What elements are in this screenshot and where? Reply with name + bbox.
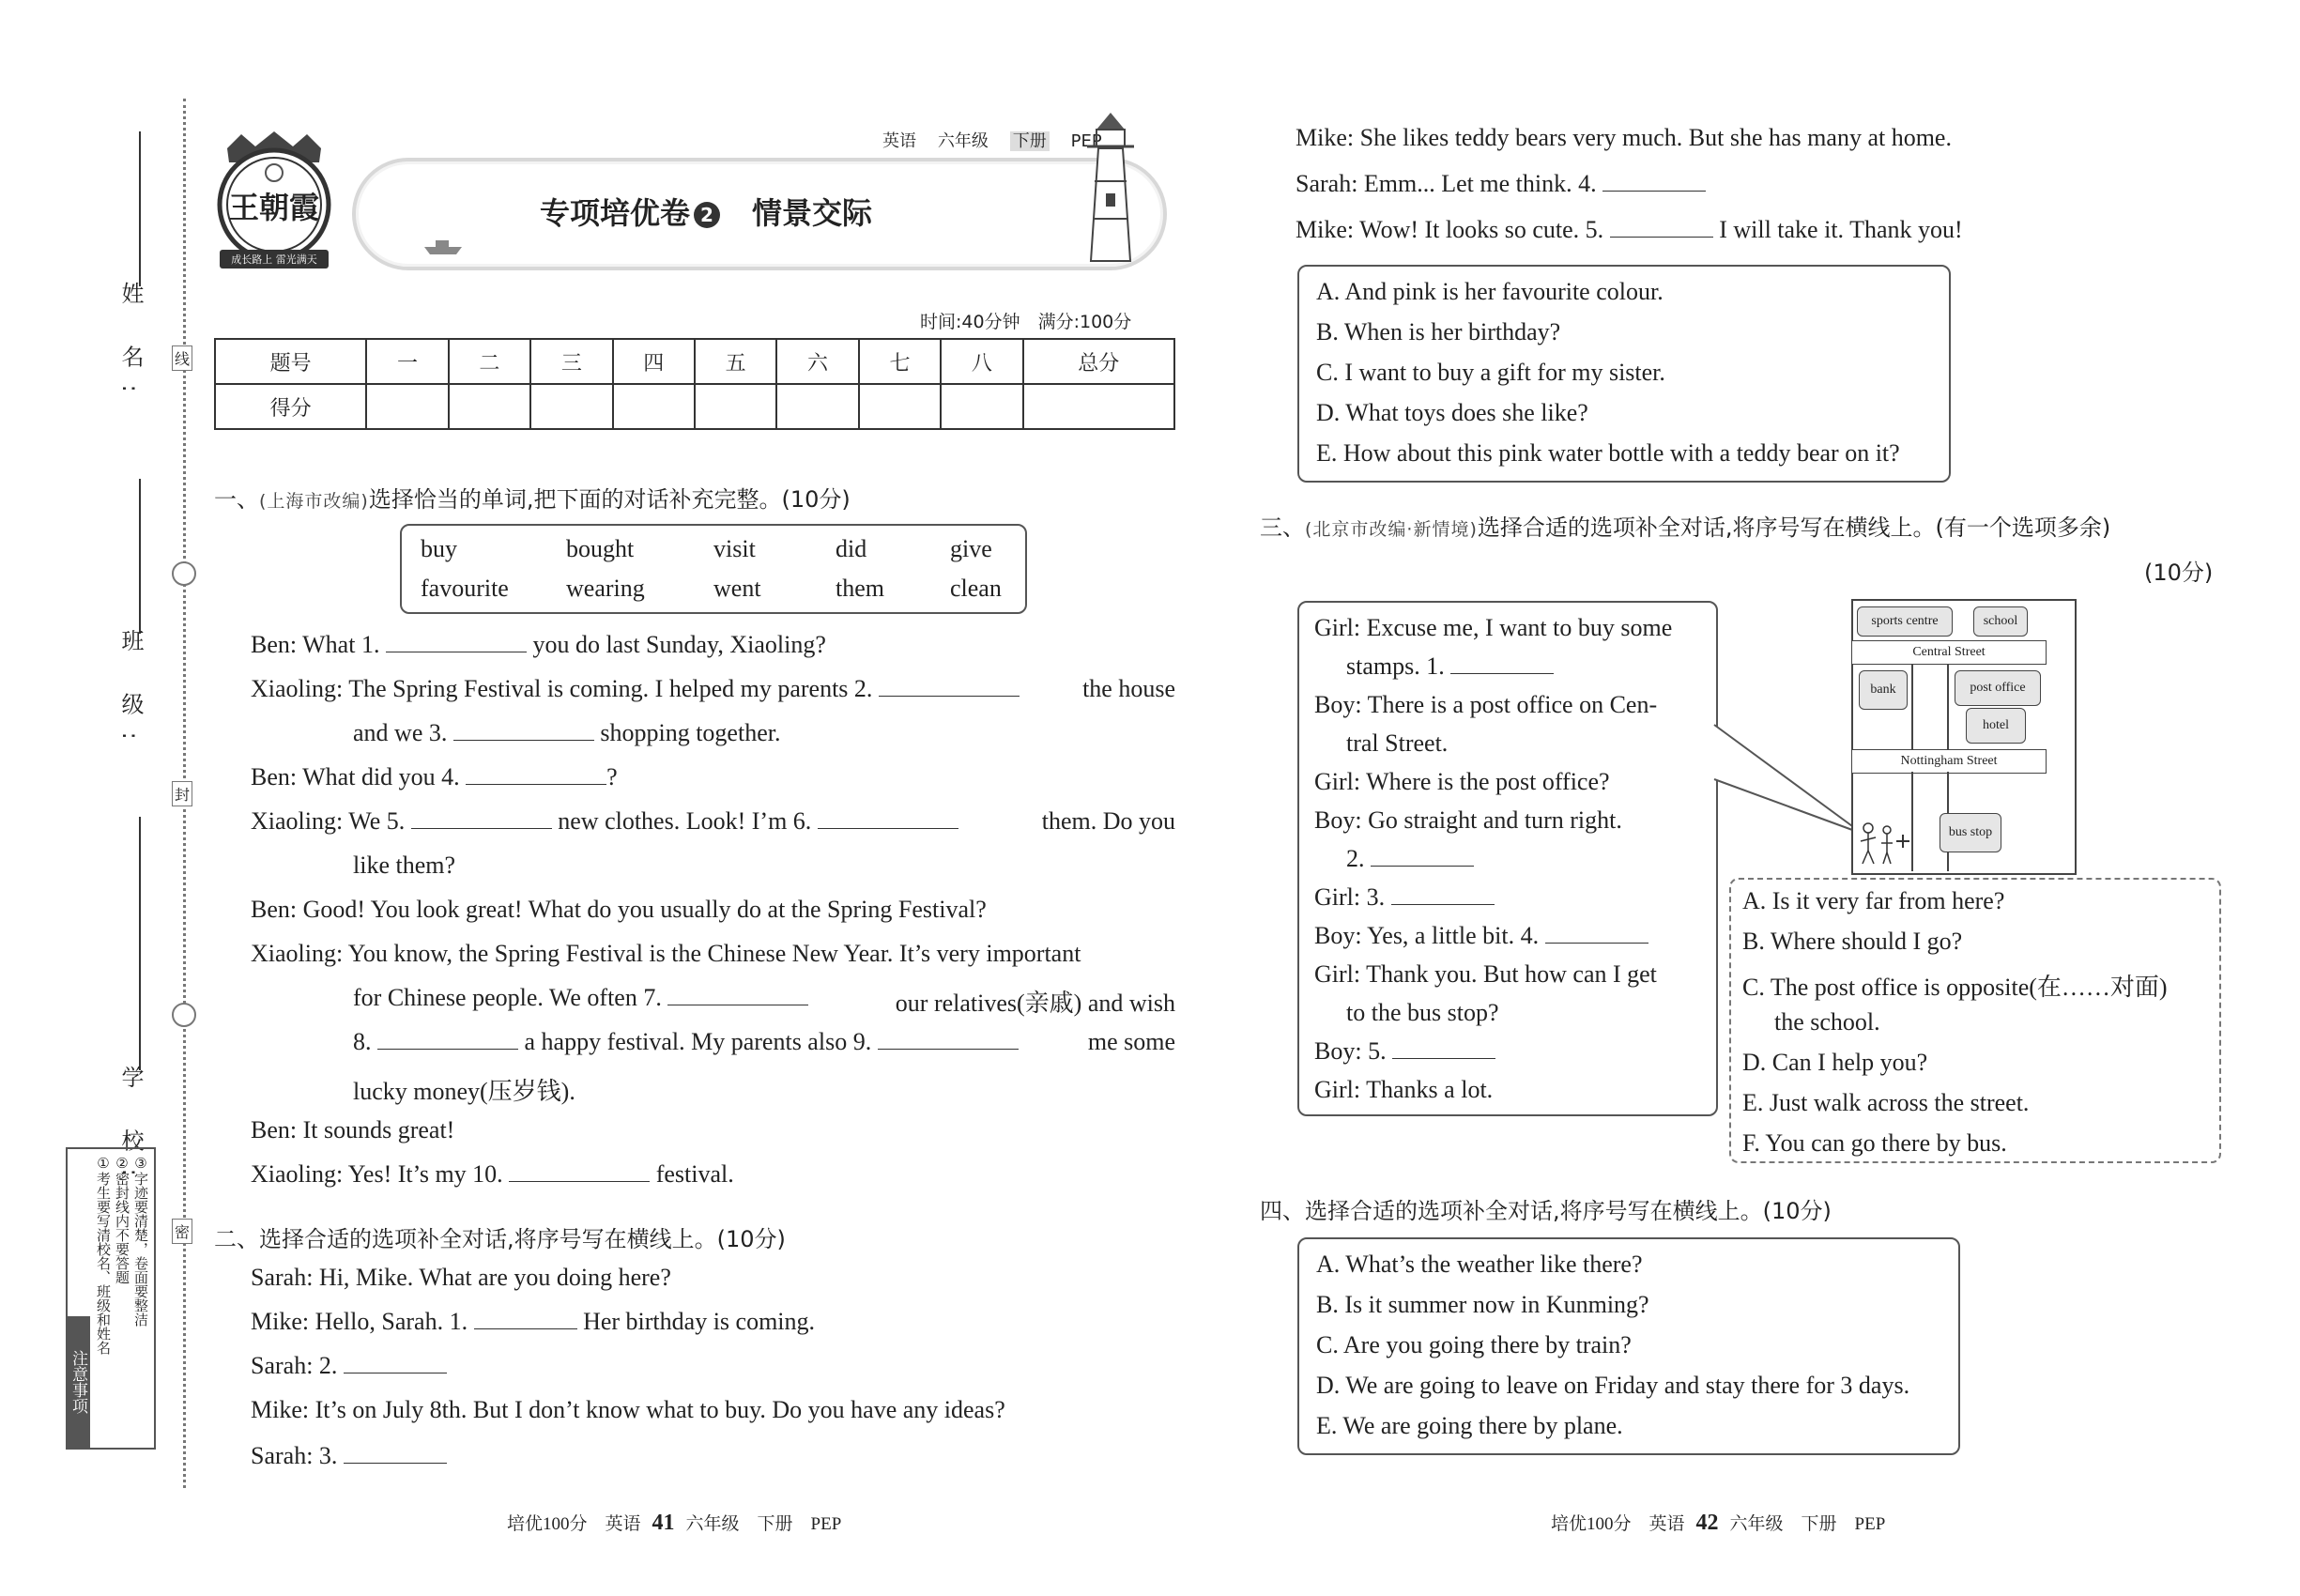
line-text: and we 3. (353, 719, 448, 746)
dialog-line (1314, 883, 1495, 912)
score-row-label: 得分 (215, 384, 366, 429)
page-number-left: 41 (652, 1511, 675, 1535)
line-text: festival. (655, 1160, 734, 1188)
answer-blank[interactable] (1450, 652, 1554, 674)
map-bus-stop: bus stop (1940, 813, 2001, 852)
dialog-line: Sarah: Hi, Mike. What are you doing here? (251, 1264, 671, 1291)
answer-blank[interactable] (818, 807, 958, 829)
word-bank-item: give (950, 535, 992, 562)
section1-instruction: 选择恰当的单词,把下面的对话补充完整。(10分) (368, 486, 851, 513)
map-road-vertical (1911, 665, 1913, 749)
section3-number: 三、 (1260, 514, 1305, 541)
answer-blank[interactable] (377, 1028, 518, 1050)
section1-number: 一、 (214, 486, 259, 513)
option-a: A. What’s the weather like there? (1316, 1251, 1643, 1278)
score-header: 六 (776, 339, 858, 384)
dialog-line (1314, 1037, 1495, 1066)
brand-logo (208, 130, 340, 270)
meta-grade: 六年级 (937, 131, 989, 151)
notice-item: ②密封线内不要答题 (114, 1155, 130, 1284)
footer-left-pre: 培优100分 英语 (507, 1514, 641, 1534)
option-a: A. Is it very far from here? (1742, 887, 2005, 914)
class-label: 班 级: (117, 629, 144, 757)
word-bank-item: them (836, 575, 884, 602)
answer-blank[interactable] (1371, 845, 1474, 867)
section2-heading: 二、选择合适的选项补全对话,将序号写在横线上。(10分) (214, 1226, 786, 1252)
score-cell[interactable] (366, 384, 448, 429)
logo-slogan: 成长路上 雷光满天 (231, 253, 317, 266)
option-b: B. Is it summer now in Kunming? (1316, 1291, 1649, 1318)
option-b: B. Where should I go? (1742, 928, 1963, 955)
notice-item: ①考生要写清校名、班级和姓名 (95, 1155, 112, 1355)
score-header: 五 (695, 339, 776, 384)
line-text: Sarah: 2. (251, 1352, 338, 1379)
dialog-line (251, 675, 1175, 703)
footer-left (507, 1510, 841, 1536)
dialog-line (251, 1352, 447, 1380)
score-cell[interactable] (859, 384, 941, 429)
street-map (1851, 599, 2077, 875)
word-bank (400, 524, 1027, 614)
cut-circle (172, 561, 196, 586)
answer-blank[interactable] (1392, 1037, 1495, 1059)
dialog-line: tral Street. (1346, 729, 1449, 757)
dialog-line (353, 984, 1175, 1017)
dialog-line (251, 763, 618, 791)
word-bank-item: went (713, 575, 761, 602)
option-c: C. Are you going there by train? (1316, 1331, 1632, 1358)
name-label: 姓 名: (117, 282, 144, 409)
section3-dialog-box (1297, 601, 1718, 1116)
line-text: Mike: Wow! It looks so cute. 5. (1296, 216, 1604, 243)
line-text: Xiaoling: Yes! It’s my 10. (251, 1160, 503, 1188)
dialog-line: Xiaoling: You know, the Spring Festival is the Chinese New Year. It’s very important (251, 940, 1081, 967)
score-header: 题号 (215, 339, 366, 384)
word-bank-item: did (836, 535, 867, 562)
dialog-line (251, 631, 826, 659)
word-bank-item: buy (421, 535, 457, 562)
line-text: Boy: Yes, a little bit. 4. (1314, 922, 1540, 949)
answer-blank[interactable] (344, 1442, 447, 1464)
dialog-line (251, 1160, 734, 1189)
line-text: 2. (1346, 845, 1365, 872)
line-text: Her birthday is coming. (583, 1308, 816, 1335)
option-e: E. Just walk across the street. (1742, 1089, 2030, 1116)
dialog-line: Girl: Where is the post office? (1314, 768, 1610, 795)
dialog-line: Girl: Thank you. But how can I get (1314, 960, 1657, 988)
answer-blank[interactable] (411, 807, 552, 829)
dialog-line (1346, 652, 1554, 681)
option-e: E. How about this pink water bottle with a teddy bear on it? (1316, 439, 1900, 467)
score-header: 总分 (1023, 339, 1174, 384)
option-d: D. We are going to leave on Friday and stay there for 3 days. (1316, 1372, 1910, 1399)
name-underline (139, 131, 141, 286)
line-text: the house (1082, 675, 1175, 702)
word-bank-item: bought (566, 535, 635, 562)
line-text: Girl: 3. (1314, 883, 1386, 911)
dialog-line: Ben: Good! You look great! What do you usually do at the Spring Festival? (251, 896, 987, 923)
notice-box (66, 1147, 156, 1450)
line-text: Sarah: 3. (251, 1442, 338, 1469)
dialog-line (1296, 170, 1706, 198)
answer-blank[interactable] (667, 984, 808, 1005)
time-score: 时间:40分钟 满分:100分 (920, 312, 1132, 332)
dialog-line: Mike: It’s on July 8th. But I don’t know what to buy. Do you have any ideas? (251, 1396, 1005, 1423)
cut-mark-close: 密 (172, 1219, 192, 1244)
line-text: you do last Sunday, Xiaoling? (532, 631, 826, 658)
option-b: B. When is her birthday? (1316, 318, 1561, 345)
line-text: me some (1087, 1028, 1175, 1055)
meta-subject: 英语 (882, 131, 916, 151)
section3-heading (1260, 509, 2110, 542)
cut-circle (172, 1003, 196, 1027)
map-central-street: Central Street (1851, 640, 2047, 665)
line-text: for Chinese people. We often 7. (353, 984, 662, 1011)
line-text: our relatives(亲戚) and wish (895, 990, 1175, 1017)
header-meta (882, 128, 1102, 152)
answer-blank[interactable] (1391, 883, 1495, 905)
score-header: 二 (449, 339, 530, 384)
word-bank-item: wearing (566, 575, 645, 602)
score-table (214, 338, 1175, 430)
page-title (540, 190, 872, 233)
line-text: Ben: What 1. (251, 631, 380, 658)
line-text: a happy festival. My parents also 9. (524, 1028, 872, 1055)
dialog-line: lucky money(压岁钱). (353, 1078, 575, 1105)
answer-blank[interactable] (1610, 216, 1713, 238)
dialog-line: Girl: Excuse me, I want to buy some (1314, 614, 1673, 641)
dialog-line: Boy: Go straight and turn right. (1314, 806, 1622, 834)
section3-points: (10分) (2144, 560, 2214, 586)
dialog-line (251, 807, 1175, 836)
line-text: shopping together. (600, 719, 781, 746)
score-header: 一 (366, 339, 448, 384)
option-a: A. And pink is her favourite colour. (1316, 278, 1664, 305)
line-text: Mike: Hello, Sarah. 1. (251, 1308, 468, 1335)
line-text: Boy: 5. (1314, 1037, 1387, 1065)
answer-blank[interactable] (509, 1160, 650, 1182)
score-cell[interactable] (695, 384, 776, 429)
option-e: E. We are going there by plane. (1316, 1412, 1623, 1439)
section4-heading: 四、选择合适的选项补全对话,将序号写在横线上。(10分) (1260, 1198, 1832, 1224)
line-text: I will take it. Thank you! (1719, 216, 1963, 243)
score-cell[interactable] (530, 384, 612, 429)
page-number-right: 42 (1695, 1511, 1719, 1535)
map-road-vertical (1947, 665, 1949, 749)
footer-right (1551, 1510, 1885, 1536)
meta-edition: PEP (1070, 131, 1102, 151)
section1-heading (214, 481, 851, 514)
map-school: school (1973, 606, 2028, 637)
logo-text: 王朝霞 (228, 190, 319, 225)
score-header: 三 (530, 339, 612, 384)
score-cell[interactable] (1023, 384, 1174, 429)
word-bank-item: clean (950, 575, 1002, 602)
dialog-line: like them? (353, 852, 456, 879)
section3-options (1729, 878, 2221, 1163)
option-d: D. Can I help you? (1742, 1049, 1928, 1076)
section1-source: (上海市改编) (259, 491, 369, 512)
dialog-line (1296, 216, 1963, 244)
footer-left-post: 六年级 下册 PEP (685, 1514, 842, 1534)
lighthouse-icon (1078, 111, 1143, 270)
cut-mark-seal: 封 (172, 781, 192, 806)
dialog-line (251, 1308, 815, 1336)
line-text: 8. (353, 1028, 372, 1055)
answer-blank[interactable] (879, 675, 1020, 697)
word-bank-item: favourite (421, 575, 509, 602)
score-header: 八 (941, 339, 1022, 384)
dialog-line (1346, 845, 1474, 873)
title-topic: 情景交际 (752, 195, 873, 231)
dialog-line (251, 1442, 447, 1470)
option-c: C. The post office is opposite(在……对面) (1742, 974, 2168, 1001)
score-cell[interactable] (613, 384, 695, 429)
answer-blank[interactable] (878, 1028, 1019, 1050)
answer-blank[interactable] (344, 1352, 447, 1373)
line-text: Ben: What did you 4. (251, 763, 460, 790)
line-text: new clothes. Look! I’m 6. (558, 807, 812, 835)
title-text: 专项培优卷 (540, 195, 691, 231)
map-bank: bank (1859, 670, 1908, 710)
score-header: 四 (613, 339, 695, 384)
map-hotel: hotel (1966, 708, 2026, 744)
class-underline (139, 479, 141, 634)
school-underline (139, 817, 141, 1070)
dialog-line: Boy: There is a post office on Cen- (1314, 691, 1658, 718)
footer-right-pre: 培优100分 英语 (1551, 1514, 1685, 1534)
line-text: Sarah: Emm... Let me think. 4. (1296, 170, 1597, 197)
dialog-line (1314, 922, 1648, 950)
answer-blank[interactable] (1602, 170, 1706, 192)
answer-blank[interactable] (386, 631, 527, 652)
notice-title: 注意事项 (68, 1316, 90, 1448)
dialog-line: Girl: Thanks a lot. (1314, 1076, 1494, 1103)
title-number: 2 (694, 202, 720, 228)
map-sports-centre: sports centre (1857, 606, 1953, 637)
dialog-line: Mike: She likes teddy bears very much. But she has many at home. (1296, 124, 1952, 151)
dialog-line: to the bus stop? (1346, 999, 1499, 1026)
people-icon (1859, 821, 1915, 872)
option-f: F. You can go there by bus. (1742, 1129, 2007, 1157)
section3-instruction: 选择合适的选项补全对话,将序号写在横线上。(有一个选项多余) (1477, 514, 2111, 541)
dialog-line (353, 1028, 1175, 1056)
option-c: C. I want to buy a gift for my sister. (1316, 359, 1665, 386)
score-cell[interactable] (941, 384, 1022, 429)
answer-blank[interactable] (474, 1308, 577, 1329)
meta-volume: 下册 (1010, 131, 1050, 151)
answer-blank[interactable] (1545, 922, 1648, 944)
line-text: Xiaoling: The Spring Festival is coming. I helped my parents 2. (251, 675, 873, 702)
line-text: Xiaoling: We 5. (251, 807, 406, 835)
notice-item: ③字迹要清楚，卷面要整洁 (132, 1155, 149, 1327)
score-cell[interactable] (449, 384, 530, 429)
dialog-line: Ben: It sounds great! (251, 1116, 455, 1143)
option-d: D. What toys does she like? (1316, 399, 1588, 426)
map-nottingham-street: Nottingham Street (1851, 749, 2047, 774)
line-text: stamps. 1. (1346, 652, 1445, 680)
footer-right-post: 六年级 下册 PEP (1729, 1514, 1886, 1534)
dialog-line (353, 719, 780, 747)
section3-source: (北京市改编·新情境) (1305, 519, 1478, 540)
line-text: ? (606, 763, 618, 790)
map-post-office: post office (1955, 670, 2041, 706)
section2-options (1297, 265, 1951, 483)
option-c-continued: the school. (1774, 1008, 1880, 1036)
word-bank-item: visit (713, 535, 756, 562)
answer-blank[interactable] (466, 763, 606, 785)
school-label: 学 校: (117, 1066, 144, 1193)
cut-mark-line: 线 (172, 345, 192, 371)
answer-blank[interactable] (453, 719, 594, 741)
ship-icon (422, 238, 464, 261)
score-header: 七 (859, 339, 941, 384)
line-text: them. Do you (1041, 807, 1175, 835)
score-cell[interactable] (776, 384, 858, 429)
section4-options (1297, 1237, 1960, 1455)
